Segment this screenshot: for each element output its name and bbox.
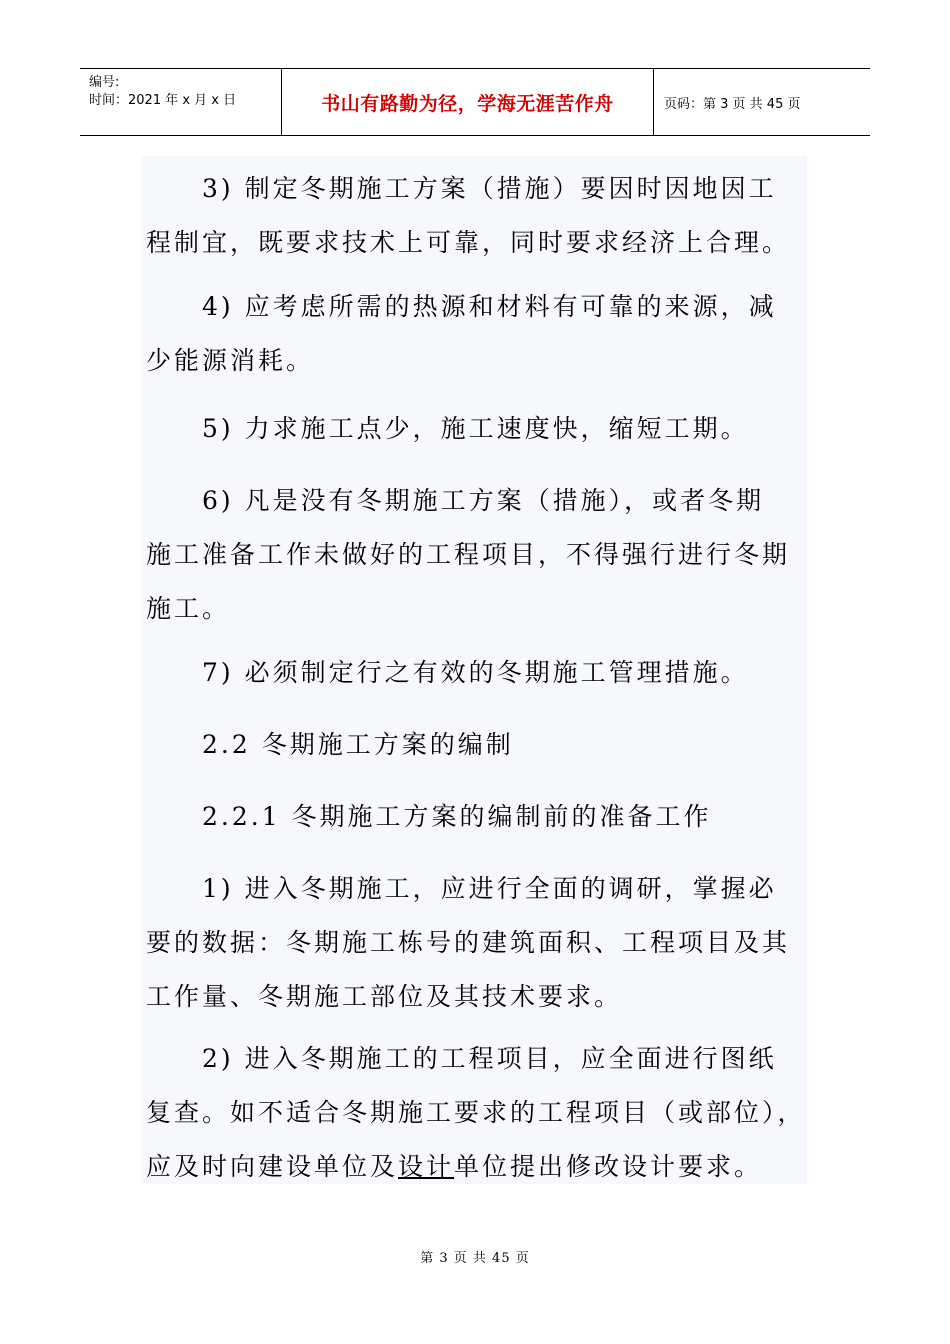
page-header — [80, 68, 870, 136]
paragraph-item-6: 6) 凡是没有冬期施工方案（措施），或者冬期 施工准备工作未做好的工程项目，不得强行进行冬期 施工。 — [146, 486, 791, 623]
section-heading-2-2-1: 2.2.1 冬期施工方案的编制前的准备工作 — [146, 802, 712, 831]
paragraph-item-3: 3) 制定冬期施工方案（措施）要因时因地因工 程制宜，既要求技术上可靠，同时要求经济上合理。 — [146, 174, 791, 257]
document-number-label: 编号: — [89, 75, 120, 90]
header-motto: 书山有路勤为径，学海无涯苦作舟 — [282, 69, 654, 135]
underlined-term: 设计 — [398, 1152, 455, 1181]
header-meta — [80, 69, 282, 135]
document-time-label: 时间：2021 年 x 月 x 日 — [89, 93, 237, 108]
header-page-info: 页码：第 3 页 共 45 页 — [664, 96, 801, 112]
paragraph-item-1: 1) 进入冬期施工，应进行全面的调研，掌握必 要的数据：冬期施工栋号的建筑面积、工程项目及其 工作量、冬期施工部位及其技术要求。 — [146, 874, 791, 1011]
paragraph-last-line: 应及时向建设单位及设计单位提出修改设计要求。 — [146, 1152, 763, 1181]
section-heading-2-2: 2.2 冬期施工方案的编制 — [146, 730, 514, 759]
paragraph-item-7: 7) 必须制定行之有效的冬期施工管理措施。 — [146, 658, 749, 687]
paragraph-item-4: 4) 应考虑所需的热源和材料有可靠的来源，减 少能源消耗。 — [146, 292, 777, 375]
paragraph-item-2: 2) 进入冬期施工的工程项目，应全面进行图纸 复查。如不适合冬期施工要求的工程项目（或部位）， 应及时向建设单位及设计单位提出修改设计要求。 — [146, 1032, 806, 1194]
document-body — [142, 156, 807, 1184]
page-footer: 第 3 页 共 45 页 — [420, 1251, 530, 1266]
paragraph-item-5: 5) 力求施工点少，施工速度快，缩短工期。 — [146, 414, 749, 443]
